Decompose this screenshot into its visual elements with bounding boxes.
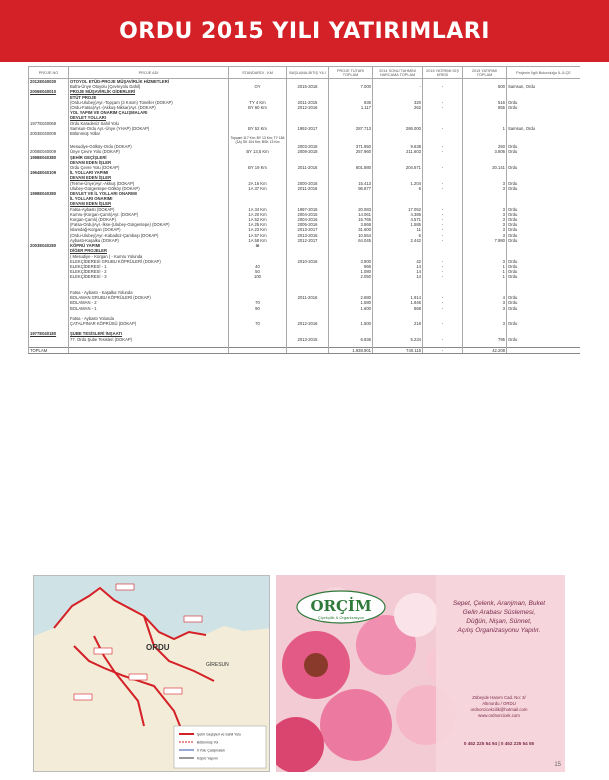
table-cell-yil: 2015-2018 bbox=[287, 84, 329, 89]
table-cell-name: DEVAM EDEN İŞLER bbox=[69, 201, 229, 206]
table-cell-yil: 2011-2016 bbox=[287, 186, 329, 191]
table-row bbox=[29, 165, 581, 170]
col-header: PROJE TUTARI TOPLAM bbox=[329, 67, 373, 79]
table-cell-toplam: 1 bbox=[463, 126, 507, 131]
table-cell-name: Mesudiye-Gölköy-Ordu (DOKAP) bbox=[69, 144, 229, 149]
table-cell-std: 50 bbox=[229, 269, 287, 274]
table-cell-tutar: 15.765 bbox=[329, 217, 373, 222]
table-cell-tutar: 10.554 bbox=[329, 233, 373, 238]
table-cell-toplam: 3 bbox=[463, 212, 507, 217]
table-cell-il: Ordu bbox=[507, 269, 581, 274]
table-cell-toplam: 3 bbox=[463, 222, 507, 227]
table-cell-tutar: 1.117 bbox=[329, 105, 373, 110]
table-cell-dis: - bbox=[423, 212, 463, 217]
ad-service-line: Sepet, Çelenk, Aranjman, Buket bbox=[452, 600, 546, 607]
table-cell-dis: - bbox=[423, 306, 463, 311]
table-cell-il: Ordu bbox=[507, 144, 581, 149]
table-cell-il: Ordu bbox=[507, 321, 581, 326]
table-cell-dis: - bbox=[423, 259, 463, 264]
table-cell-name: ELEKÇİDERESİ - 1 bbox=[69, 264, 229, 269]
table-cell-tutar: 966 bbox=[329, 264, 373, 269]
table-cell-name: Ordu Karadeniz Sahil Yolu bbox=[69, 121, 229, 126]
table-cell-il bbox=[507, 136, 581, 144]
table-cell-h2014: 320 bbox=[373, 100, 423, 105]
table-cell-dis: - bbox=[423, 238, 463, 243]
table-cell-toplam: 250 bbox=[463, 144, 507, 149]
table-cell-h2014: 4.385 bbox=[373, 212, 423, 217]
table-cell-h2014: 1.846 bbox=[373, 300, 423, 305]
table-cell-dis: - bbox=[423, 144, 463, 149]
table-cell-h2014: 1.585 bbox=[373, 222, 423, 227]
table-cell-tutar: 15.413 bbox=[329, 181, 373, 186]
table-cell-yil: 2003-2018 bbox=[287, 144, 329, 149]
table-cell-h2014: 14 bbox=[373, 269, 423, 274]
table-cell-name: Ünye Çevre Yolu (DOKAP) bbox=[69, 149, 229, 154]
table-cell-name: Ordu Çevre Yolu (DOKAP) bbox=[69, 165, 229, 170]
table-cell-h2014: 4.571 bbox=[373, 217, 423, 222]
table-cell-std: 1A 58 Km bbox=[229, 238, 287, 243]
table-cell-name: Bölünmüş Yollar bbox=[69, 131, 229, 136]
table-cell-no: 2003E040280 bbox=[29, 243, 69, 248]
table-cell-toplam: 795 bbox=[463, 337, 507, 342]
investment-table-document bbox=[28, 66, 580, 572]
table-cell-dis: - bbox=[423, 233, 463, 238]
table-cell-dis: - bbox=[423, 264, 463, 269]
table-cell-no: 1998E040380 bbox=[29, 191, 69, 196]
table-cell-dis: - bbox=[423, 300, 463, 305]
table-cell-toplam: 516 bbox=[463, 100, 507, 105]
table-cell-h2014: 204.671 bbox=[373, 165, 423, 170]
col-header: STANDARDI - KM bbox=[229, 67, 287, 79]
table-cell-h2014: 5.234 bbox=[373, 337, 423, 342]
table-cell-name: ELEKÇİDERESİ - 3 bbox=[69, 274, 229, 279]
table-cell-h2014: 14 bbox=[373, 274, 423, 279]
table-cell-name: (Terme-Ünye)Ayr.-Akkuş (DOKAP) bbox=[69, 181, 229, 186]
table-body bbox=[29, 79, 581, 348]
table-cell-yil: 2011-2015 bbox=[287, 100, 329, 105]
table-cell-toplam: 3 bbox=[463, 306, 507, 311]
table-cell-std: 70 bbox=[229, 321, 287, 326]
table-cell-il: Ordu bbox=[507, 165, 581, 170]
table-cell-name: DEVAM EDEN İŞLER bbox=[69, 175, 229, 180]
table-cell-dis: - bbox=[423, 295, 463, 300]
ad-address-line: Zübeyde Hanım Cad. No: 3/ bbox=[472, 695, 526, 700]
table-cell-il: Ordu bbox=[507, 149, 581, 154]
table-cell-tutar: 1.500 bbox=[329, 321, 373, 326]
table-cell-toplam: 3 bbox=[463, 227, 507, 232]
table-cell-name: DEVAM EDEN İŞLER bbox=[69, 160, 229, 165]
table-cell-h2014: - bbox=[373, 84, 423, 89]
map-tag bbox=[116, 584, 134, 590]
table-cell-name: ŞEHİR GEÇİŞLERİ bbox=[69, 155, 229, 160]
table-cell-tutar: 31.600 bbox=[329, 227, 373, 232]
table-cell-il: Ordu bbox=[507, 238, 581, 243]
table-cell-yil: 2008-2018 bbox=[287, 149, 329, 154]
table-cell-std: 1A 52 Km bbox=[229, 217, 287, 222]
table-cell-yil: 2010-2016 bbox=[287, 259, 329, 264]
table-cell-il: Ordu bbox=[507, 259, 581, 264]
florist-advertisement bbox=[276, 575, 565, 772]
table-cell-no: 1998E040380 bbox=[29, 155, 69, 160]
table-cell-name: YOL YAPIM VE ONARIM ÇALIŞMALARI bbox=[69, 110, 229, 115]
table-cell-name: ŞUBE TESİSLERİ İNŞAATI bbox=[69, 331, 229, 336]
table-cell-yil: 2012-2016 bbox=[287, 105, 329, 110]
total-2015: 42.208 bbox=[463, 347, 507, 353]
table-cell-dis: - bbox=[423, 149, 463, 154]
legend-item: Köprü Yapımı bbox=[197, 756, 219, 761]
table-cell-dis bbox=[423, 136, 463, 144]
table-cell-name: İL YOLLARI YAPIMI bbox=[69, 170, 229, 175]
col-header: 2014 SONU TAHMİNİ HARCAMA TOPLAM bbox=[373, 67, 423, 79]
table-cell-name: (Fatsa-Ordu)Ayr.-İkse-(Ulubey-Gürgentepe) (DOKAP) bbox=[69, 222, 229, 227]
table-cell-toplam: 3.806 bbox=[463, 149, 507, 154]
table-cell-std: BY 52 Km bbox=[229, 126, 287, 131]
table-cell-no bbox=[29, 136, 69, 144]
table-cell-std: BY 13,5 Km bbox=[229, 149, 287, 154]
table-cell-name: (Ordu-Ulubey)Ayr.-Topçam (3 Kısım) Tüneller (DOKAP) bbox=[69, 100, 229, 105]
table-cell-tutar: 7.000 bbox=[329, 84, 373, 89]
table-row bbox=[29, 136, 581, 144]
total-2014: 740.115 bbox=[373, 347, 423, 353]
orcim-logo bbox=[296, 589, 386, 625]
table-cell-dis: - bbox=[423, 274, 463, 279]
table-cell-name: 77. Ordu Şube Tesisleri (DOKAP) bbox=[69, 337, 229, 342]
table-cell-il: Ordu bbox=[507, 105, 581, 110]
table-cell-name: ELEKÇİDERESİ - 2 bbox=[69, 269, 229, 274]
table-cell-name: Ulubey-Gürgentepe-Gölköy (DOKAP) bbox=[69, 186, 229, 191]
table-cell-no: 2012E040030 bbox=[29, 79, 69, 85]
logo-tagline: Çiçekçilik & Organizasyon bbox=[317, 615, 365, 620]
legend-item: Şehir Geçişleri ve Sahil Yolu bbox=[197, 732, 241, 737]
table-cell-h2014: 17.052 bbox=[373, 207, 423, 212]
table-cell-toplam: 3 bbox=[463, 300, 507, 305]
table-cell-std: m bbox=[229, 243, 287, 248]
table-cell-il: Ordu bbox=[507, 181, 581, 186]
table-cell-il: Ordu bbox=[507, 264, 581, 269]
table-cell-yil: 1992-2017 bbox=[287, 126, 329, 131]
table-cell-name: DİĞER PROJELER bbox=[69, 248, 229, 253]
table-cell-toplam: 3 bbox=[463, 217, 507, 222]
table-cell-name: Fatsa-Aybastı (DOKAP) bbox=[69, 207, 229, 212]
col-header: Projenin İlgili Bulunduğu İL-İLÇE bbox=[507, 67, 581, 79]
table-cell-dis: - bbox=[423, 217, 463, 222]
table-cell-tutar: 6.836 bbox=[329, 337, 373, 342]
ad-service-line: Gelin Arabası Süslemesi, bbox=[462, 609, 536, 616]
table-cell-dis: - bbox=[423, 321, 463, 326]
table-cell-il: Ordu bbox=[507, 222, 581, 227]
table-cell-h2014: 1.204 bbox=[373, 181, 423, 186]
table-header-row bbox=[29, 67, 581, 79]
col-header: PROJE NO bbox=[29, 67, 69, 79]
table-cell-std: 2A 16 Km bbox=[229, 181, 287, 186]
table-cell-std: Topçam 117 Km; BY 13 Km; TY 184 (1A) SK 104 Km; BSK 13 Km bbox=[230, 136, 285, 145]
table-cell-h2014: 286.000 bbox=[373, 126, 423, 131]
col-header: 2015 YATIRIMI DIŞ KREDİ bbox=[423, 67, 463, 79]
table-cell-il: Ordu bbox=[507, 217, 581, 222]
table-cell-name: (Ordu-Fatsa)Ayr.-(Akkuş-Niksar)Ayr. (DOKAP) bbox=[69, 105, 229, 110]
ad-service-line: Düğün, Nişan, Sünnet, bbox=[466, 618, 532, 625]
table-cell-yil: 2012-2017 bbox=[287, 238, 329, 243]
table-cell-il: Ordu bbox=[507, 295, 581, 300]
table-cell-yil: 2012-2016 bbox=[287, 321, 329, 326]
table-cell-dis: - bbox=[423, 207, 463, 212]
table-cell-dis: - bbox=[423, 165, 463, 170]
map-graphic bbox=[34, 576, 270, 772]
table-cell-h2014: 2.442 bbox=[373, 238, 423, 243]
table-cell-toplam: 1 bbox=[463, 269, 507, 274]
table-cell-yil: 2013-2017 bbox=[287, 227, 329, 232]
table-cell-tutar: 601.880 bbox=[329, 165, 373, 170]
table-cell-name: ÇATALPINAR KÖPRÜSÜ (DOKAP) bbox=[69, 321, 229, 326]
table-cell-toplam: 3 bbox=[463, 259, 507, 264]
table-cell-il: Ordu bbox=[507, 100, 581, 105]
table-cell-h2014: 218 bbox=[373, 321, 423, 326]
table-cell-tutar: 257.960 bbox=[329, 149, 373, 154]
table-cell-name: ELEKÇİDERESİ GRUBU KÖPRÜLERİ (DOKAP) bbox=[69, 259, 229, 264]
table-cell-h2014: 262 bbox=[373, 105, 423, 110]
table-cell-toplam: 4 bbox=[463, 295, 507, 300]
page-banner bbox=[0, 0, 609, 62]
table-cell-tutar: 1.080 bbox=[329, 269, 373, 274]
table-cell-std: 1A 20 Km bbox=[229, 212, 287, 217]
table-cell-dis: - bbox=[423, 181, 463, 186]
table-cell-toplam: 855 bbox=[463, 105, 507, 110]
total-amount: 1.938.901 bbox=[329, 347, 373, 353]
table-cell-std: TY 4 Km bbox=[229, 100, 287, 105]
table-cell-tutar bbox=[329, 136, 373, 144]
table-cell-std: 1A 23 Km bbox=[229, 227, 287, 232]
table-cell-name: Aybastı-Kaşalka (DOKAP) bbox=[69, 238, 229, 243]
table-cell-toplam bbox=[463, 136, 507, 144]
table-cell-name: BOLAMAN - 2 bbox=[69, 300, 229, 305]
table-cell-tutar: 371.950 bbox=[329, 144, 373, 149]
total-foreign-credit: - bbox=[423, 347, 463, 353]
table-cell-name: İslamdağ-Korgan (DOKAP) bbox=[69, 227, 229, 232]
table-cell-toplam: 20.141 bbox=[463, 165, 507, 170]
table-cell-tutar: 2.050 bbox=[329, 274, 373, 279]
table-cell-tutar: 64.045 bbox=[329, 238, 373, 243]
table-cell-name: PROJE MÜŞAVİRLİK GİDERLERİ bbox=[69, 89, 229, 94]
table-cell-h2014 bbox=[373, 136, 423, 144]
table-cell-yil: 2000-2016 bbox=[287, 181, 329, 186]
table-cell-std: 1A 37 Km bbox=[229, 186, 287, 191]
table-cell-dis: - bbox=[423, 222, 463, 227]
col-header: 2015 YATIRIMI TOPLAM bbox=[463, 67, 507, 79]
table-cell-name: Bafra-Ünye Otoyolu (Çevreyolu Dahil) bbox=[69, 84, 229, 89]
table-cell-dis: - bbox=[423, 337, 463, 342]
table-row bbox=[29, 149, 581, 154]
table-cell-tutar: 287.713 bbox=[329, 126, 373, 131]
table-cell-toplam: 3 bbox=[463, 181, 507, 186]
ad-contact bbox=[439, 695, 559, 747]
table-cell-dis: - bbox=[423, 186, 463, 191]
col-header: PROJE ADI bbox=[69, 67, 229, 79]
table-cell-name: BOLAMAN - 1 bbox=[69, 306, 229, 311]
table-cell-yil: 2013-2015 bbox=[287, 337, 329, 342]
table-cell-yil: 1997-2016 bbox=[287, 207, 329, 212]
table-cell-name: Fatsa - Aybastı Yolunda bbox=[69, 316, 229, 321]
table-cell-il: Ordu bbox=[507, 274, 581, 279]
table-cell-std: 70 bbox=[229, 300, 287, 305]
table-cell-tutar: 3.900 bbox=[329, 259, 373, 264]
total-label: TOPLAM bbox=[29, 347, 69, 353]
table-cell-std: 1A 34 Km bbox=[229, 207, 287, 212]
map-tag bbox=[129, 674, 147, 680]
table-cell-name bbox=[69, 136, 229, 144]
table-cell-yil: 2004-2015 bbox=[287, 212, 329, 217]
table-cell-name: DEVLET YOLLARI bbox=[69, 115, 229, 120]
table-cell-toplam: 3 bbox=[463, 233, 507, 238]
table-cell-yil: 2013-2016 bbox=[287, 233, 329, 238]
ad-services bbox=[439, 599, 559, 635]
table-cell-tutar: 20.083 bbox=[329, 207, 373, 212]
table-cell-name: Korgan-Çamlı) (DOKAP) bbox=[69, 217, 229, 222]
table-cell-tutar: 2.680 bbox=[329, 295, 373, 300]
table-cell-toplam: 1 bbox=[463, 274, 507, 279]
bottom-section bbox=[0, 575, 609, 780]
table-cell-h2014: 6 bbox=[373, 233, 423, 238]
ad-address-line: Altınordu / ORDU bbox=[482, 701, 516, 706]
table-cell-il: Ordu bbox=[507, 337, 581, 342]
table-cell-h2014: 9.638 bbox=[373, 144, 423, 149]
table-cell-h2014: 1.914 bbox=[373, 295, 423, 300]
table-cell-name: ETÜT PROJE bbox=[69, 95, 229, 100]
table-cell-no: 1977E040180 bbox=[29, 331, 69, 336]
table-cell-h2014: 6 bbox=[373, 186, 423, 191]
table-cell-name: İL YOLLARI ONARIMI bbox=[69, 196, 229, 201]
ad-website: www.ordnorcicek.com bbox=[478, 713, 520, 718]
table-cell-name: DEVLET VE İL YOLLARI ONARIMI bbox=[69, 191, 229, 196]
table-cell-std: 40 bbox=[229, 264, 287, 269]
map-city-label: ORDU bbox=[146, 643, 170, 652]
table-cell-no: 2008E040009 bbox=[29, 149, 69, 154]
table-cell-no: 2006E040010 bbox=[29, 89, 69, 94]
table-cell-name: ( Mesudiye - Korgan ) - Kumru Yolunda bbox=[69, 254, 229, 259]
table-cell-name: BOLAMAN GRUBU KÖPRÜLERİ (DOKAP) bbox=[69, 295, 229, 300]
col-header: BAŞLAMA-BİTİŞ YILI bbox=[287, 67, 329, 79]
table-cell-yil: 2011-2016 bbox=[287, 165, 329, 170]
table-cell-h2014: 14 bbox=[373, 264, 423, 269]
legend-item: Bölünmüş Yol bbox=[197, 740, 219, 745]
table-cell-dis: - bbox=[423, 105, 463, 110]
page-number: 15 bbox=[554, 762, 561, 768]
table-cell-toplam: 3 bbox=[463, 321, 507, 326]
table-cell-il: Ordu bbox=[507, 212, 581, 217]
table-cell-no: 2003E040009 bbox=[29, 131, 69, 136]
table-cell-std: 100 bbox=[229, 274, 287, 279]
table-cell-toplam: 3 bbox=[463, 207, 507, 212]
table-cell-il: Ordu bbox=[507, 186, 581, 191]
table-cell-std: 1A 57 Km bbox=[229, 233, 287, 238]
table-cell-tutar: 1.580 bbox=[329, 300, 373, 305]
table-cell-name: Kumru-(Korgan-Çamlı)Ayr. (DOKAP) bbox=[69, 212, 229, 217]
table-cell-no: 1977E040069 bbox=[29, 121, 69, 126]
table-cell-tutar: 836 bbox=[329, 100, 373, 105]
table-cell-h2014: 11 bbox=[373, 227, 423, 232]
table-cell-il: Ordu bbox=[507, 207, 581, 212]
table-cell-std: BY 60 Km bbox=[229, 105, 287, 110]
table-cell-yil: 2005-2016 bbox=[287, 222, 329, 227]
table-cell-il: Ordu bbox=[507, 233, 581, 238]
table-cell-dis: - bbox=[423, 84, 463, 89]
table-cell-h2014: 42 bbox=[373, 259, 423, 264]
table-row bbox=[29, 238, 581, 243]
table-cell-toplam: 500 bbox=[463, 84, 507, 89]
table-cell-no: 1964E040109 bbox=[29, 170, 69, 175]
table-cell-tutar: 96.877 bbox=[329, 186, 373, 191]
table-row bbox=[29, 337, 581, 342]
table-cell-dis: - bbox=[423, 269, 463, 274]
table-cell-dis: - bbox=[423, 100, 463, 105]
table-cell-toplam: 7.980 bbox=[463, 238, 507, 243]
table-total-row bbox=[29, 347, 581, 353]
table-cell-tutar: 1.600 bbox=[329, 306, 373, 311]
table-cell-name: (Ordu-Ulubey)Ayr.-Kabadüz-Çambaşı (DOKAP) bbox=[69, 233, 229, 238]
map-tag bbox=[164, 688, 182, 694]
map-tag bbox=[184, 616, 202, 622]
table-cell-il: Samsun, Ordu bbox=[507, 84, 581, 89]
table-cell-dis: - bbox=[423, 126, 463, 131]
table-cell-yil: 2011-2016 bbox=[287, 295, 329, 300]
table-cell-toplam: 3 bbox=[463, 186, 507, 191]
page-title: ORDU 2015 YILI YATIRIMLARI bbox=[119, 18, 490, 44]
table-cell-il: Ordu bbox=[507, 227, 581, 232]
table-cell-h2014: 868 bbox=[373, 306, 423, 311]
table-cell-yil: 2004-2016 bbox=[287, 217, 329, 222]
ad-service-line: Açılış Organizasyonu Yapılır. bbox=[457, 627, 541, 634]
table-cell-il: Ordu bbox=[507, 300, 581, 305]
table-cell-name: OTOYOL ETÜD-PROJE MÜŞAVİRLİK HİZMETLERİ bbox=[69, 79, 229, 85]
table-cell-name: Samsun-Ordu Ayr.-Ünye (YHAP) (DOKAP) bbox=[69, 126, 229, 131]
table-cell-std: 90 bbox=[229, 306, 287, 311]
map-tag bbox=[74, 694, 92, 700]
regional-road-map bbox=[33, 575, 270, 772]
ad-phone: 0 452 225 54 94 | 0 452 225 54 55 bbox=[463, 741, 535, 746]
legend-item: İl Yolu Çalışmaları bbox=[197, 748, 226, 753]
table-cell-name: Fatsa - Aybastı - Kaşalka Yolunda bbox=[69, 290, 229, 295]
map-secondary-label: GİRESUN bbox=[206, 662, 229, 668]
table-cell-std: OY bbox=[229, 84, 287, 89]
map-tag bbox=[94, 648, 112, 654]
investment-table bbox=[28, 66, 580, 354]
table-cell-yil bbox=[287, 136, 329, 144]
table-cell-h2014: 211.603 bbox=[373, 149, 423, 154]
table-cell-il: Samsun, Ordu bbox=[507, 126, 581, 131]
table-cell-toplam: 1 bbox=[463, 264, 507, 269]
table-cell-il: Ordu bbox=[507, 306, 581, 311]
table-cell-name: KÖPRÜ YAPIMI bbox=[69, 243, 229, 248]
table-cell-dis: - bbox=[423, 227, 463, 232]
logo-brand: ORÇİM bbox=[310, 597, 372, 615]
table-cell-std: BY 19 Km bbox=[229, 165, 287, 170]
ad-email: ordnorcicekcilik@hotmail.com bbox=[470, 707, 528, 712]
table-cell-std: 1A 25 Km bbox=[229, 222, 287, 227]
table-cell-tutar: 14.061 bbox=[329, 212, 373, 217]
table-cell-tutar: 3.868 bbox=[329, 222, 373, 227]
